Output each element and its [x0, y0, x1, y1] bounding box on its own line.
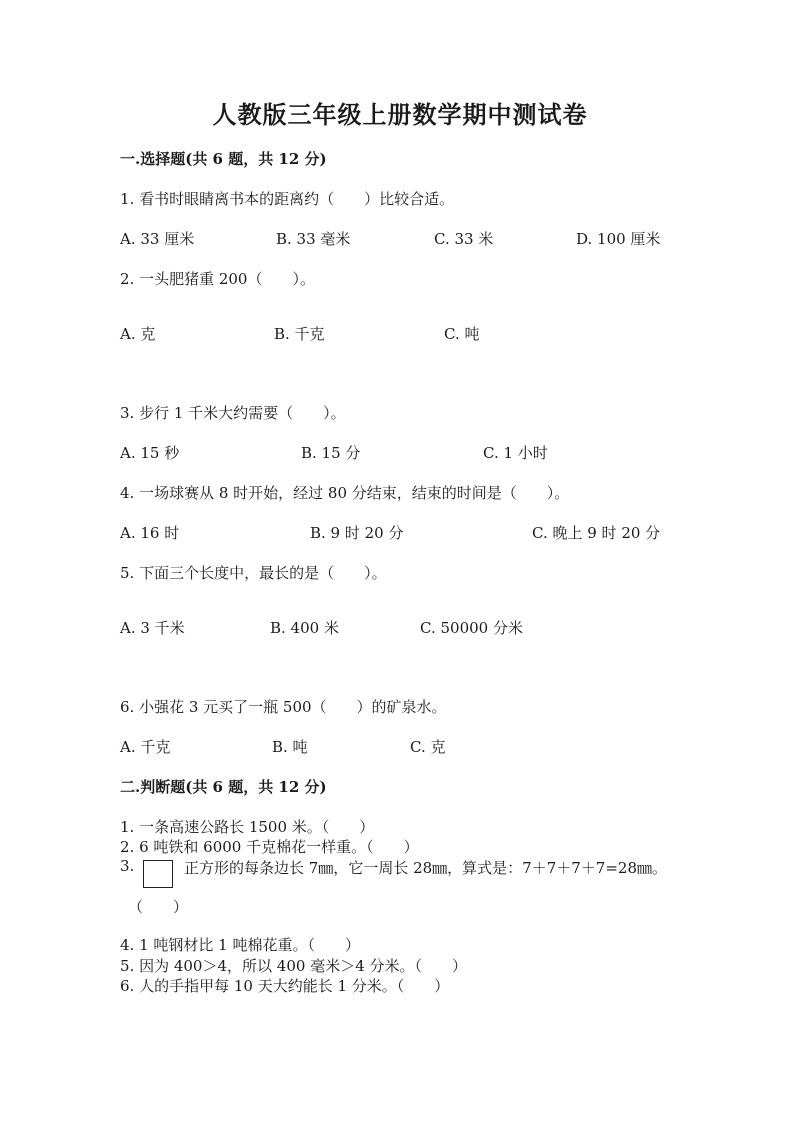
q3-option-c: C. 1 小时 — [483, 444, 548, 462]
q2-option-c: C. 吨 — [444, 325, 480, 343]
judgment-6: 6. 人的手指甲每 10 天大约能长 1 分米。（ ） — [120, 977, 450, 995]
judgment-2: 2. 6 吨铁和 6000 千克棉花一样重。（ ） — [120, 838, 419, 856]
q6-option-c: C. 克 — [410, 738, 446, 756]
question-2: 2. 一头肥猪重 200（ ）。 — [120, 270, 315, 288]
judgment-1: 1. 一条高速公路长 1500 米。（ ） — [120, 818, 375, 836]
q1-option-c: C. 33 米 — [434, 230, 494, 248]
question-4: 4. 一场球赛从 8 时开始，经过 80 分结束，结束的时间是（ ）。 — [120, 484, 570, 502]
q1-option-a: A. 33 厘米 — [120, 230, 195, 248]
q3-option-b: B. 15 分 — [301, 444, 361, 462]
judgment-3-text: 正方形的每条边长 7㎜，它一周长 28㎜，算式是：7＋7＋7＋7=28㎜。 — [184, 859, 667, 877]
q5-option-a: A. 3 千米 — [120, 619, 185, 637]
q2-option-a: A. 克 — [120, 325, 156, 343]
judgment-4: 4. 1 吨钢材比 1 吨棉花重。（ ） — [120, 936, 360, 954]
section-heading-choice: 一.选择题(共 6 题，共 12 分) — [120, 150, 327, 168]
page-title: 人教版三年级上册数学期中测试卷 — [212, 100, 588, 129]
question-1: 1. 看书时眼睛离书本的距离约（ ）比较合适。 — [120, 190, 455, 208]
q1-option-b: B. 33 毫米 — [276, 230, 351, 248]
judgment-3-number: 3. — [120, 857, 135, 875]
judgment-5: 5. 因为 400＞4，所以 400 毫米＞4 分米。（ ） — [120, 957, 468, 975]
question-5: 5. 下面三个长度中，最长的是（ ）。 — [120, 564, 387, 582]
q4-option-c: C. 晚上 9 时 20 分 — [532, 524, 661, 542]
q3-option-a: A. 15 秒 — [120, 444, 180, 462]
q6-option-b: B. 吨 — [272, 738, 308, 756]
q4-option-b: B. 9 时 20 分 — [310, 524, 404, 542]
q6-option-a: A. 千克 — [120, 738, 171, 756]
section-heading-judgment: 二.判断题(共 6 题，共 12 分) — [120, 778, 327, 796]
judgment-3-blank: （ ） — [128, 898, 189, 916]
question-3: 3. 步行 1 千米大约需要（ ）。 — [120, 404, 346, 422]
square-figure — [143, 860, 173, 888]
q1-option-d: D. 100 厘米 — [576, 230, 661, 248]
q5-option-c: C. 50000 分米 — [420, 619, 523, 637]
q4-option-a: A. 16 时 — [120, 524, 180, 542]
q5-option-b: B. 400 米 — [270, 619, 339, 637]
question-6: 6. 小强花 3 元买了一瓶 500（ ）的矿泉水。 — [120, 698, 447, 716]
q2-option-b: B. 千克 — [274, 325, 325, 343]
